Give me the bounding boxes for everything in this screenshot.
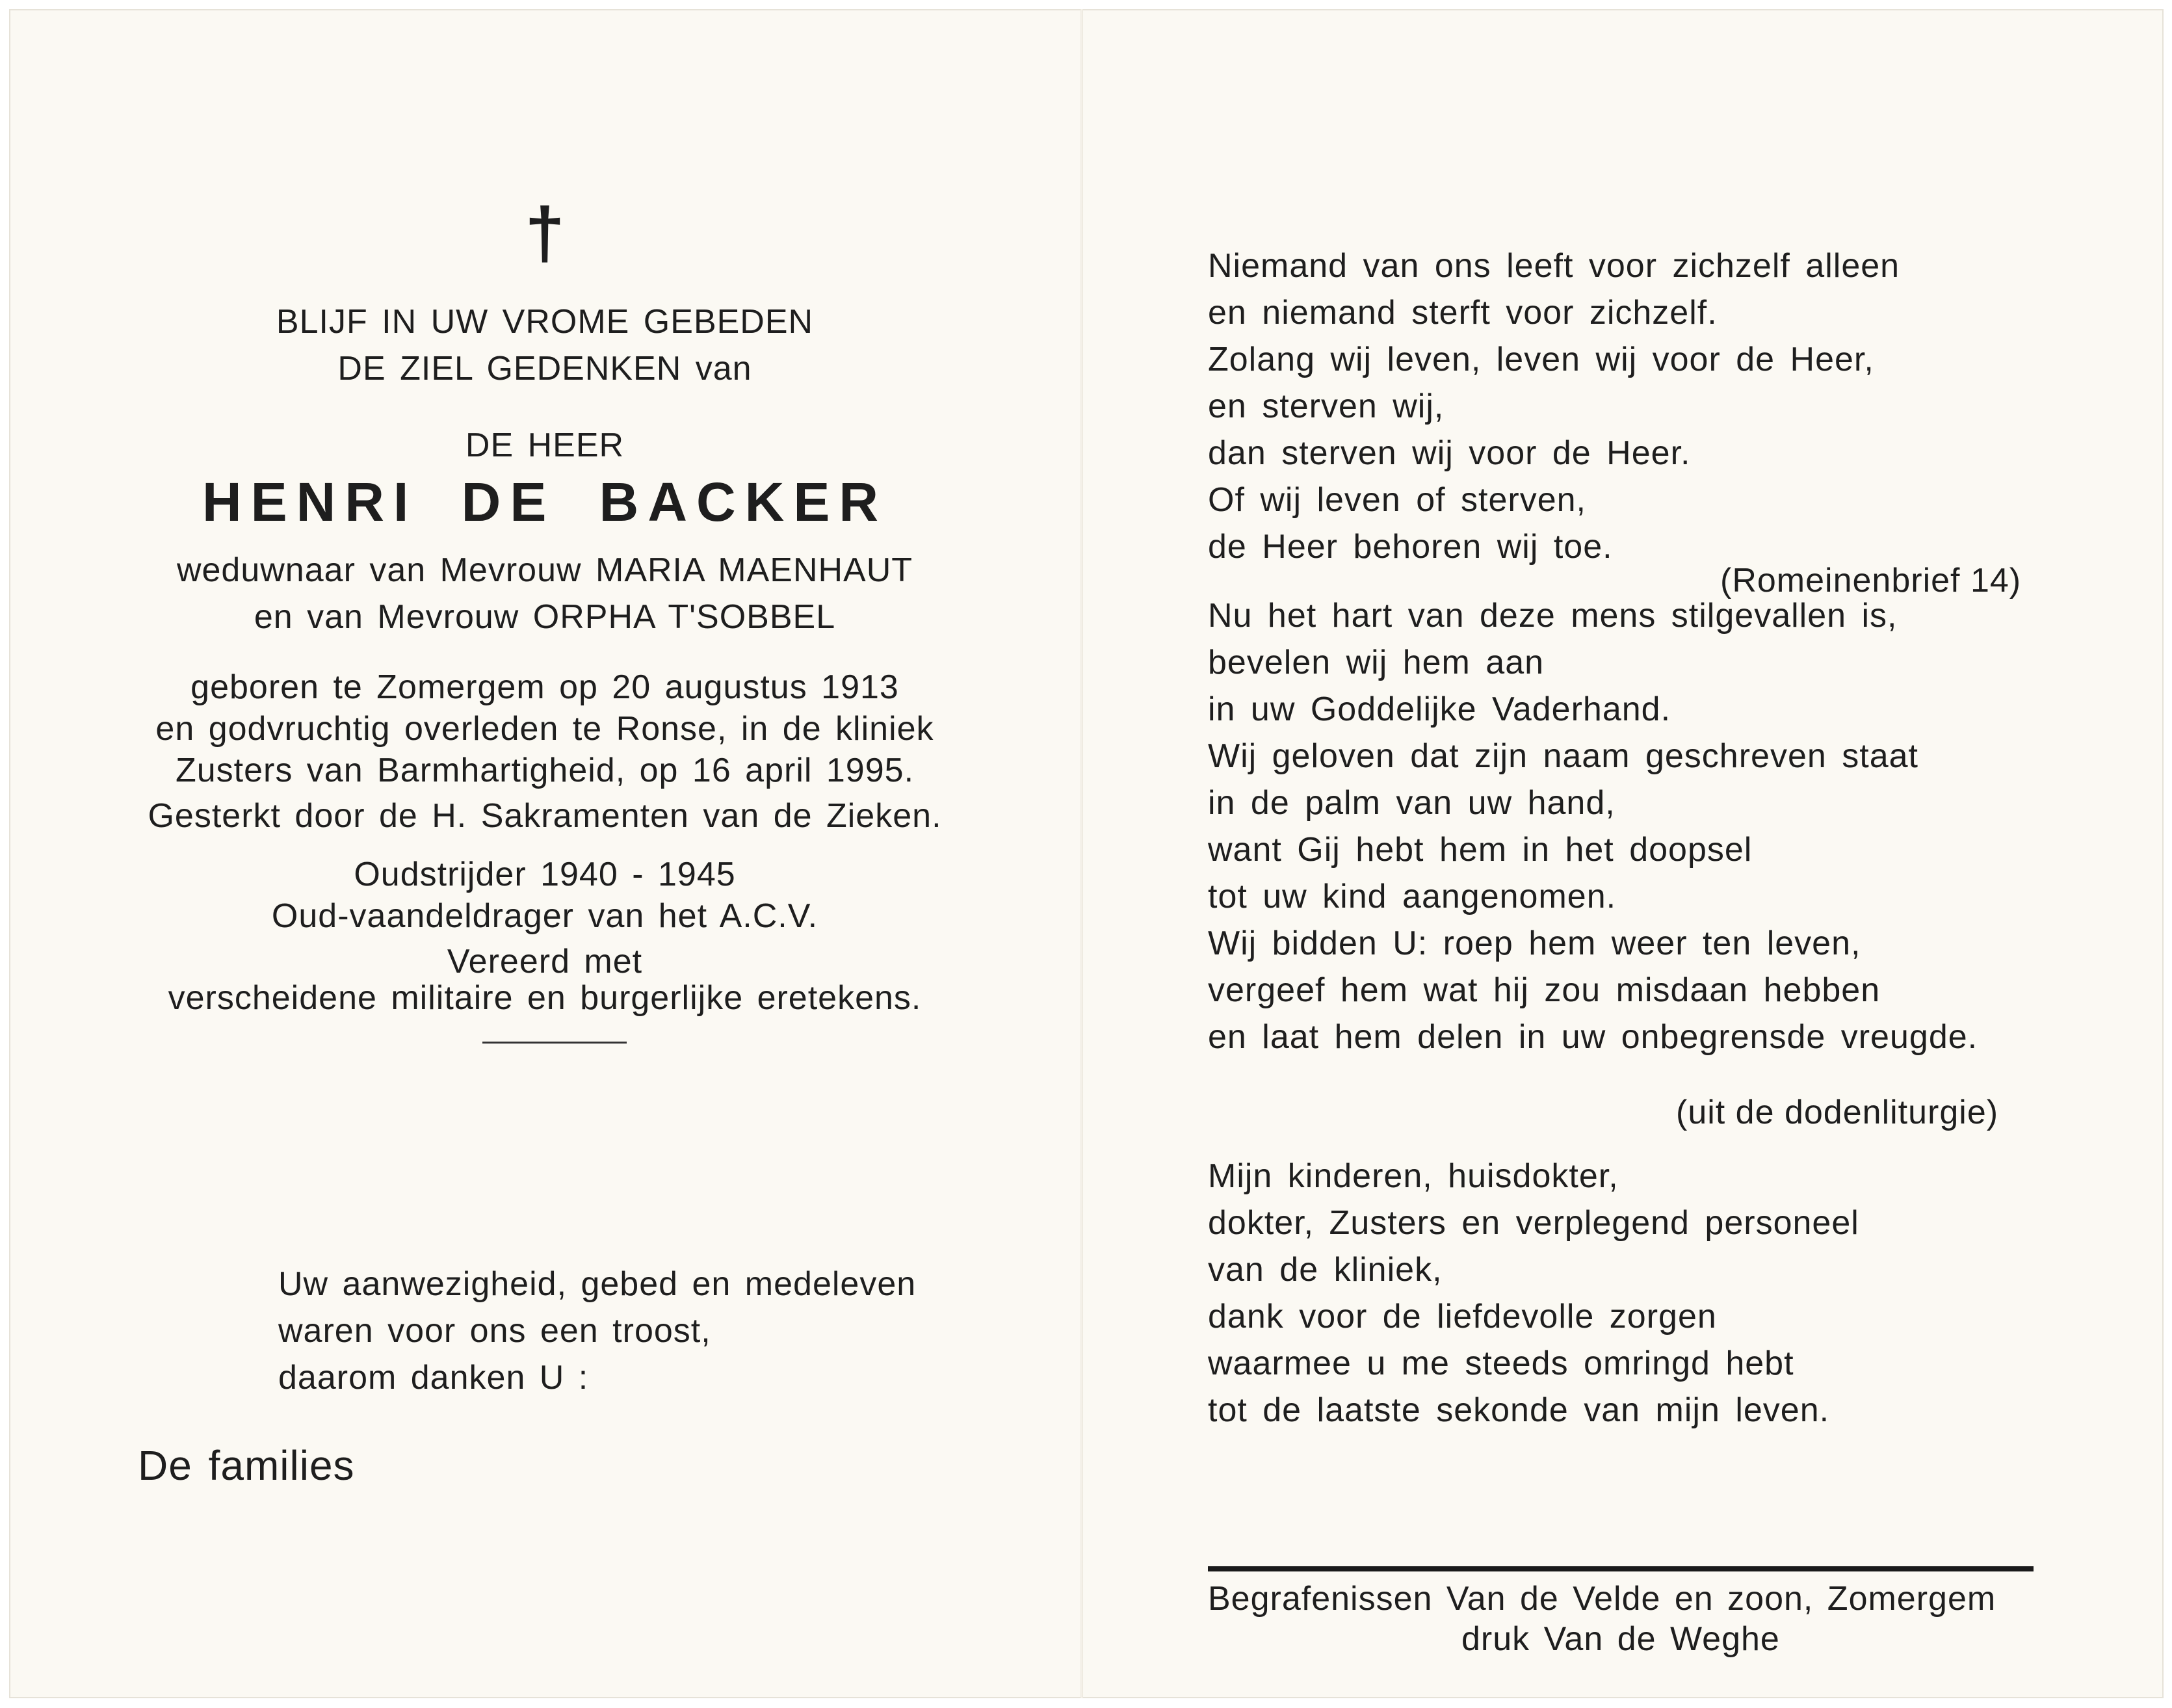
verse-reference: (uit de dodenliturgie) <box>1676 1094 1999 1131</box>
cross-icon: † <box>525 193 565 273</box>
verse-line: Of wij leven of sterven, <box>1208 481 1586 519</box>
honor-line: Vereerd met <box>447 943 643 980</box>
honor-line: Oud-vaandeldrager van het A.C.V. <box>271 897 818 935</box>
verse-line: tot de laatste sekonde van mijn leven. <box>1208 1391 1830 1429</box>
verse-line: Niemand van ons leeft voor zichzelf alleen <box>1208 247 1900 285</box>
verse-line: en sterven wij, <box>1208 388 1445 425</box>
verse-line: in de palm van uw hand, <box>1208 784 1616 822</box>
honor-line: Oudstrijder 1940 - 1945 <box>354 856 736 893</box>
prayer-line: BLIJF IN UW VROME GEBEDEN <box>276 303 814 341</box>
card-fold <box>1080 9 1083 1698</box>
bio-line: en godvruchtig overleden te Ronse, in de kliniek <box>155 710 934 748</box>
verse-line: waarmee u me steeds omringd hebt <box>1208 1345 1794 1382</box>
verse-line: en laat hem delen in uw onbegrensde vreugde. <box>1208 1018 1978 1056</box>
left-panel <box>9 9 1080 1698</box>
spouse-line: weduwnaar van Mevrouw MARIA MAENHAUT <box>176 551 913 589</box>
verse-line: Wij bidden U: roep hem weer ten leven, <box>1208 925 1861 962</box>
thanks-line: daarom danken U : <box>278 1359 589 1397</box>
divider <box>482 1042 627 1044</box>
verse-line: de Heer behoren wij toe. <box>1208 528 1613 566</box>
bio-line: Zusters van Barmhartigheid, op 16 april 1995. <box>175 752 915 789</box>
verse-line: Nu het hart van deze mens stilgevallen is, <box>1208 597 1898 635</box>
honorific: DE HEER <box>465 427 625 464</box>
thanks-line: Uw aanwezigheid, gebed en medeleven <box>278 1265 917 1303</box>
verse-line: in uw Goddelijke Vaderhand. <box>1208 690 1671 728</box>
verse-line: dokter, Zusters en verplegend personeel <box>1208 1204 1859 1242</box>
verse-line: vergeef hem wat hij zou misdaan hebben <box>1208 971 1881 1009</box>
thanks-line: waren voor ons een troost, <box>278 1312 711 1350</box>
verse-line: want Gij hebt hem in het doopsel <box>1208 831 1753 869</box>
verse-line: Mijn kinderen, huisdokter, <box>1208 1157 1619 1195</box>
signature: De families <box>138 1442 355 1489</box>
verse-line: dank voor de liefdevolle zorgen <box>1208 1298 1717 1335</box>
deceased-name: HENRI DE BACKER <box>202 471 888 532</box>
verse-reference: (Romeinenbrief 14) <box>1720 562 2022 599</box>
verse-line: en niemand sterft voor zichzelf. <box>1208 294 1718 332</box>
verse-line: Wij geloven dat zijn naam geschreven staat <box>1208 737 1918 775</box>
verse-line: Zolang wij leven, leven wij voor de Heer, <box>1208 341 1874 378</box>
footer-divider <box>1208 1566 2034 1571</box>
bio-line: Gesterkt door de H. Sakramenten van de Zieken. <box>148 797 942 835</box>
verse-line: dan sterven wij voor de Heer. <box>1208 434 1691 472</box>
verse-line: van de kliniek, <box>1208 1251 1443 1289</box>
prayer-line: DE ZIEL GEDENKEN van <box>337 350 752 388</box>
printer-credit: druk Van de Weghe <box>1461 1620 1780 1658</box>
funeral-home-credit: Begrafenissen Van de Velde en zoon, Zomergem <box>1208 1580 1996 1618</box>
bio-line: geboren te Zomergem op 20 augustus 1913 <box>190 668 899 706</box>
verse-line: tot uw kind aangenomen. <box>1208 878 1617 915</box>
spouse-line: en van Mevrouw ORPHA T'SOBBEL <box>254 598 836 636</box>
verse-line: bevelen wij hem aan <box>1208 644 1545 681</box>
honor-line: verscheidene militaire en burgerlijke eretekens. <box>168 979 922 1017</box>
